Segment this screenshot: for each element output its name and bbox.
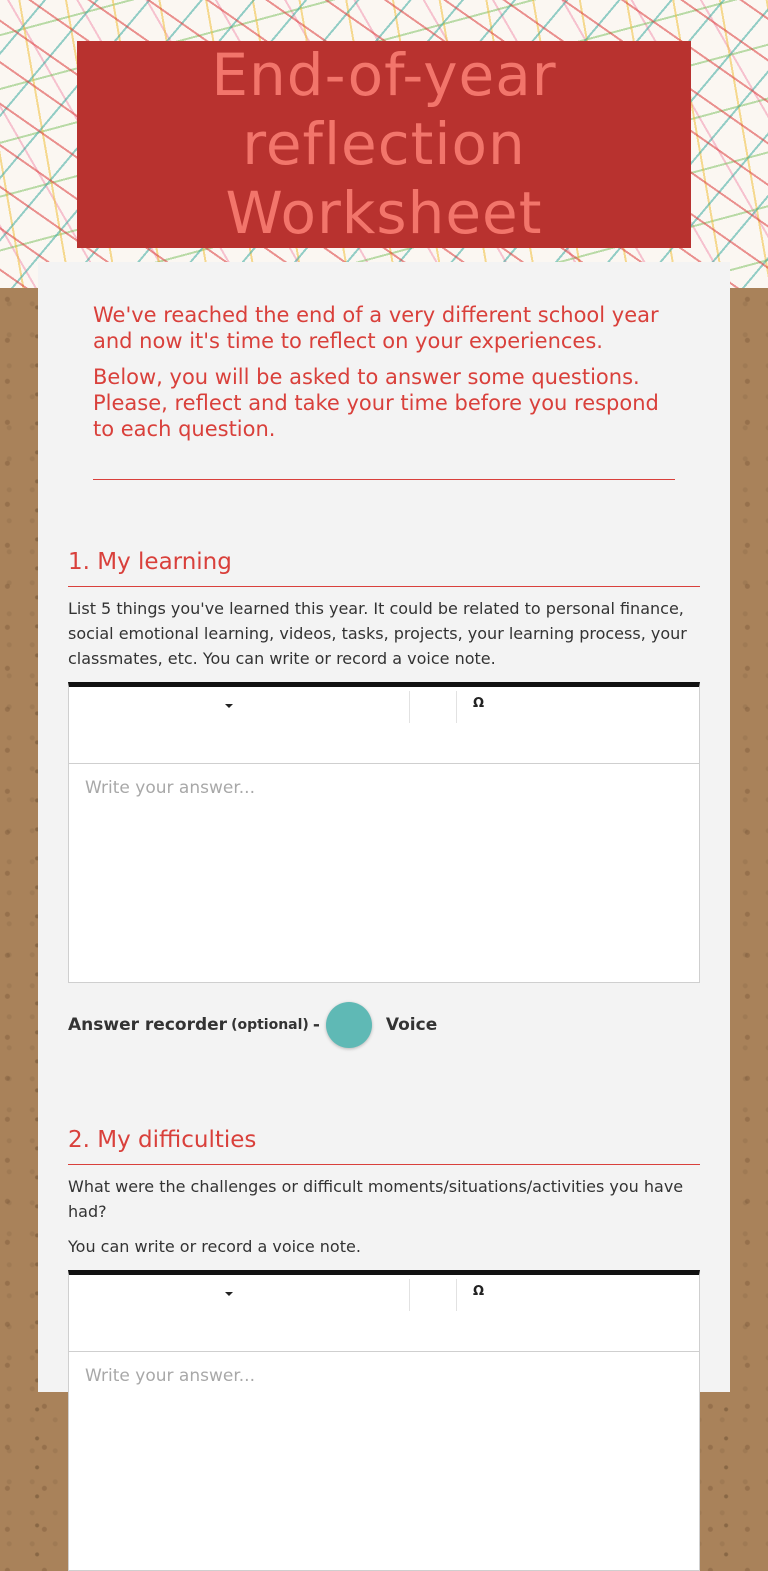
toolbar-divider	[456, 691, 457, 723]
answer-textarea[interactable]: Write your answer...	[85, 1366, 255, 1386]
voice-label: Voice	[385, 1015, 438, 1035]
answer-editor	[68, 1270, 700, 1571]
toolbar-divider	[456, 1279, 457, 1311]
format-dropdown-caret-icon[interactable]	[225, 1292, 233, 1296]
worksheet-card	[38, 262, 730, 1392]
format-dropdown-caret-icon[interactable]	[225, 704, 233, 708]
description-paragraph: You can write or record a voice note.	[68, 1237, 361, 1256]
intro-paragraph: We've reached the end of a very different school year and now it's time to reflect on your experiences.	[93, 303, 659, 353]
section-description	[68, 1174, 700, 1269]
answer-textarea[interactable]: Write your answer...	[85, 778, 255, 798]
intro-paragraph: Below, you will be asked to answer some questions. Please, reflect and take your time before you respond to each question.	[93, 365, 659, 441]
section-description	[68, 596, 700, 681]
description-paragraph: What were the challenges or difficult moments/situations/activities you have had?	[68, 1177, 684, 1221]
intro-text	[93, 302, 675, 452]
page-title: End-of-year reflection Worksheet	[211, 41, 557, 247]
answer-recorder	[68, 1002, 437, 1048]
recorder-label: Answer recorder	[68, 1015, 228, 1035]
recorder-optional: (optional)	[231, 1017, 309, 1033]
intro-divider	[93, 479, 675, 480]
description-paragraph: List 5 things you've learned this year. It could be related to personal finance, social emotional learning, videos, tasks, projects, your learning process, your classmates, etc. You can write or record a voice note.	[68, 599, 687, 668]
editor-toolbar	[69, 687, 699, 764]
section-title: 1. My learning	[68, 547, 700, 587]
special-character-icon[interactable]: Ω	[473, 696, 485, 711]
title-box	[77, 41, 691, 248]
answer-editor	[68, 682, 700, 983]
toolbar-divider	[409, 691, 410, 723]
special-character-icon[interactable]: Ω	[473, 1284, 485, 1299]
toolbar-divider	[409, 1279, 410, 1311]
section-title: 2. My difficulties	[68, 1125, 700, 1165]
editor-toolbar	[69, 1275, 699, 1352]
recorder-dash: -	[312, 1015, 320, 1035]
record-voice-button[interactable]	[326, 1002, 372, 1048]
